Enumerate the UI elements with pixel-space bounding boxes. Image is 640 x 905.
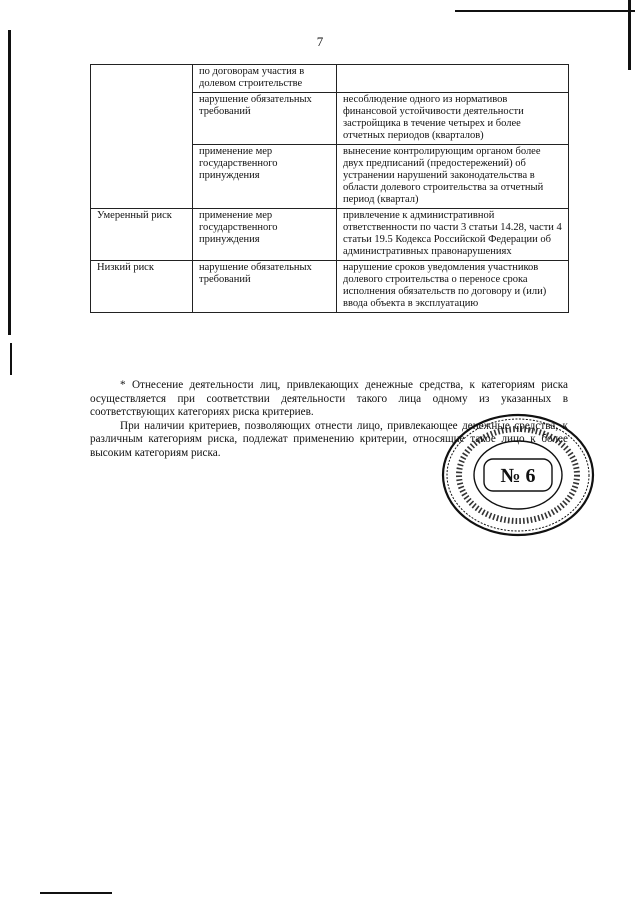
scan-mark-left-small xyxy=(10,343,12,375)
footnote-paragraph: * Отнесение деятельности лиц, привлекающих денежные средства, к категориям риска осуществляется при соответствии деятельности такого лица одному из указанных в соответствующих категориях риска критериев. xyxy=(90,379,568,418)
scan-mark-top xyxy=(455,10,635,12)
criterion-type-cell: применение мер государственного принуждения xyxy=(193,209,337,261)
criterion-cell: нарушение сроков уведомления участников долевого строительства о переносе срока исполнения обязательств по договору и (или) ввода объекта в эксплуатацию xyxy=(337,261,569,313)
criterion-type-cell: применение мер государственного принуждения xyxy=(193,145,337,209)
criterion-type-cell: нарушение обязательных требований xyxy=(193,93,337,145)
criterion-cell: вынесение контролирующим органом более двух предписаний (предостережений) об устранении нарушений законодательства в области долевого строительства за отчетный период (квартал) xyxy=(337,145,569,209)
criterion-cell: привлечение к административной ответственности по части 3 статьи 14.28, части 4 статьи 19.5 Кодекса Российской Федерации об административных правонарушениях xyxy=(337,209,569,261)
criterion-type-cell: нарушение обязательных требований xyxy=(193,261,337,313)
footnote-paragraph: При наличии критериев, позволяющих отнести лицо, привлекающее денежные средства, к различным категориям риска, подлежат применению критерии, относящие такое лицо к более высоким категориям риска. xyxy=(90,419,568,459)
table-row xyxy=(91,209,569,261)
risk-category-cell: Умеренный риск xyxy=(91,209,193,261)
risk-category-cell xyxy=(91,65,193,209)
risk-category-cell: Низкий риск xyxy=(91,261,193,313)
scan-mark-left xyxy=(8,30,11,335)
scan-mark-bottom xyxy=(40,892,112,894)
table-row xyxy=(91,261,569,313)
criterion-type-cell: по договорам участия в долевом строительстве xyxy=(193,65,337,93)
official-seal-stamp xyxy=(440,412,596,538)
criterion-cell xyxy=(337,65,569,93)
page-number: 7 xyxy=(316,34,324,49)
criterion-cell: несоблюдение одного из нормативов финансовой устойчивости деятельности застройщика в течение четырех и более отчетных периодов (кварталов) xyxy=(337,93,569,145)
stamp-number: № 6 xyxy=(500,465,536,487)
table-row xyxy=(91,65,569,93)
risk-criteria-table xyxy=(90,64,569,313)
